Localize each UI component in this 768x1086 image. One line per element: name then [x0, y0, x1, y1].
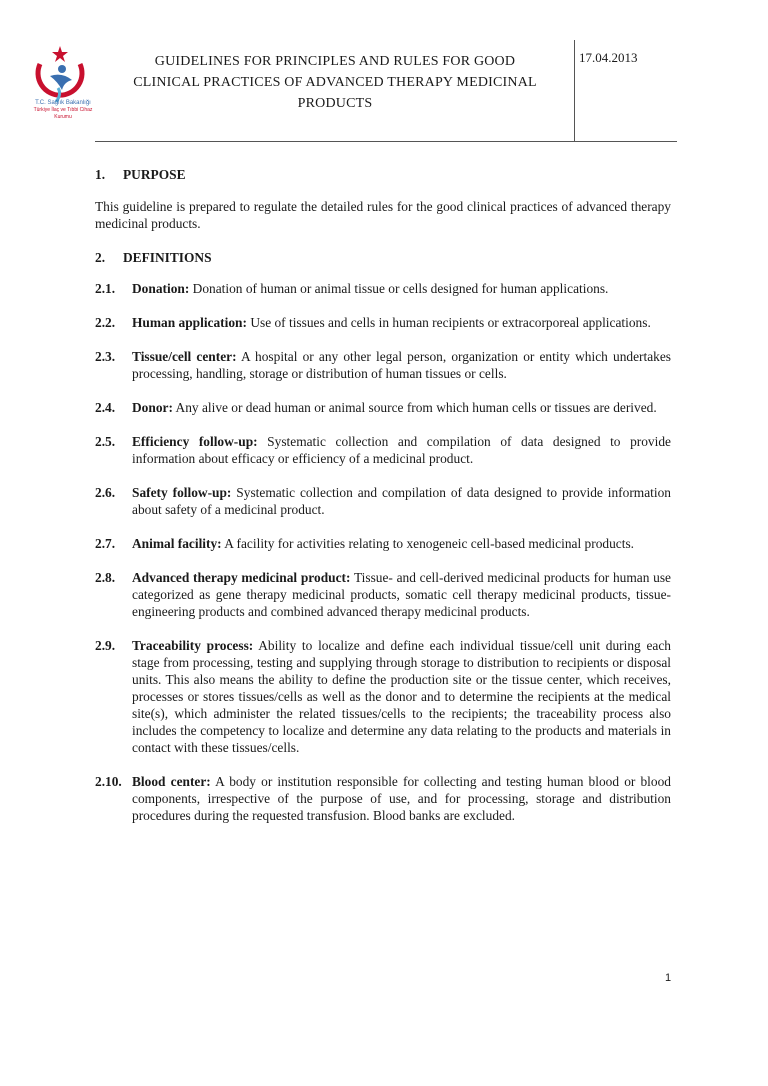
document-date: 17.04.2013	[579, 50, 638, 65]
section-title: PURPOSE	[123, 167, 186, 182]
definition-item	[95, 637, 671, 756]
header-divider	[574, 40, 575, 141]
definition-body	[132, 314, 671, 331]
document-header	[95, 40, 677, 142]
definition-number: 2.1.	[95, 281, 116, 296]
definition-term: Donation:	[132, 281, 190, 296]
document-body	[95, 160, 671, 824]
definition-body	[132, 535, 671, 552]
definition-term: Efficiency follow-up:	[132, 434, 258, 449]
section-heading-purpose	[95, 166, 671, 183]
definition-text: A body or institution responsible for collecting and testing human blood or blood components, irrespective of the purpose of use, and for processing, storage and distribution procedures during the requested transfusion. Blood banks are excluded.	[132, 774, 671, 823]
definition-term: Animal facility:	[132, 536, 222, 551]
definition-number: 2.8.	[95, 570, 116, 585]
definition-item	[95, 433, 671, 467]
definition-number: 2.5.	[95, 434, 116, 449]
definition-number: 2.4.	[95, 400, 116, 415]
section-title: DEFINITIONS	[123, 250, 212, 265]
definition-number: 2.2.	[95, 315, 116, 330]
definition-body	[132, 280, 671, 297]
definition-item	[95, 569, 671, 620]
definition-term: Donor:	[132, 400, 173, 415]
definition-term: Blood center:	[132, 774, 211, 789]
definition-text: Systematic collection and compilation of data designed to provide information about efficacy or efficiency of a medicinal product.	[132, 434, 671, 466]
definition-text: Systematic collection and compilation of data designed to provide information about safety of a medicinal product.	[132, 485, 671, 517]
section-heading-definitions	[95, 249, 671, 266]
definition-body	[132, 637, 671, 756]
logo-caption	[28, 100, 98, 121]
definition-text: Ability to localize and define each individual tissue/cell unit during each stage from processing, testing and supplying through storage to distribution to recipients or disposal units. This also means the ability to define the production site or the tissue center, which receives, processes or stores tissues/cells as well as the donor and to determine the recipients at the medical site(s), which administer the related tissues/cells to the recipients; the traceability process also includes the competency to localize and determine any data relating to the products and materials in contact with these tissues/cells.	[132, 638, 671, 755]
definition-body	[132, 484, 671, 518]
definition-number: 2.10.	[95, 774, 122, 789]
definition-text: Any alive or dead human or animal source from which human cells or tissues are derived.	[172, 400, 657, 415]
definition-term: Safety follow-up:	[132, 485, 232, 500]
definition-number: 2.6.	[95, 485, 116, 500]
title-line: GUIDELINES FOR PRINCIPLES AND RULES FOR GOOD	[154, 54, 516, 69]
definition-text: Tissue- and cell-derived medicinal products for human use categorized as gene therapy medicinal products, somatic cell therapy medicinal products, tissue-engineering products and combined advanced therapy medicinal products.	[132, 570, 671, 619]
definition-item	[95, 535, 671, 552]
definition-item	[95, 773, 671, 824]
logo-subtitle: Türkiye İlaç ve Tıbbi Cihaz Kurumu	[33, 107, 93, 120]
definition-term: Advanced therapy medicinal product:	[132, 570, 351, 585]
definition-number: 2.9.	[95, 638, 116, 653]
definition-text: A hospital or any other legal person, organization or entity which undertakes processing, handling, storage or distribution of human tissues or cells.	[132, 349, 671, 381]
purpose-paragraph: This guideline is prepared to regulate the detailed rules for the good clinical practices of advanced therapy medicinal products.	[95, 199, 671, 231]
definition-text: Donation of human or animal tissue or cells designed for human applications.	[189, 281, 609, 296]
definition-item	[95, 348, 671, 382]
title-line: PRODUCTS	[297, 96, 373, 111]
definition-number: 2.7.	[95, 536, 116, 551]
definition-term: Tissue/cell center:	[132, 349, 237, 364]
definition-body	[132, 433, 671, 467]
definition-text: Use of tissues and cells in human recipients or extracorporeal applications.	[246, 315, 651, 330]
definition-body	[132, 399, 671, 416]
definition-number: 2.3.	[95, 349, 116, 364]
definition-item	[95, 399, 671, 416]
section-number: 1.	[95, 167, 106, 182]
definition-item	[95, 484, 671, 518]
title-line: CLINICAL PRACTICES OF ADVANCED THERAPY MEDICINAL	[133, 75, 537, 90]
definition-item	[95, 314, 671, 331]
definition-body	[132, 569, 671, 620]
definition-term: Human application:	[132, 315, 247, 330]
definition-term: Traceability process:	[132, 638, 254, 653]
definition-body	[132, 773, 671, 824]
section-number: 2.	[95, 250, 106, 265]
definition-item	[95, 280, 671, 297]
page-number: 1	[665, 972, 672, 984]
definition-body	[132, 348, 671, 382]
logo-title: T.C. Sağlık Bakanlığı	[35, 100, 91, 106]
document-title	[110, 51, 560, 114]
definition-text: A facility for activities relating to xenogeneic cell-based medicinal products.	[221, 536, 635, 551]
